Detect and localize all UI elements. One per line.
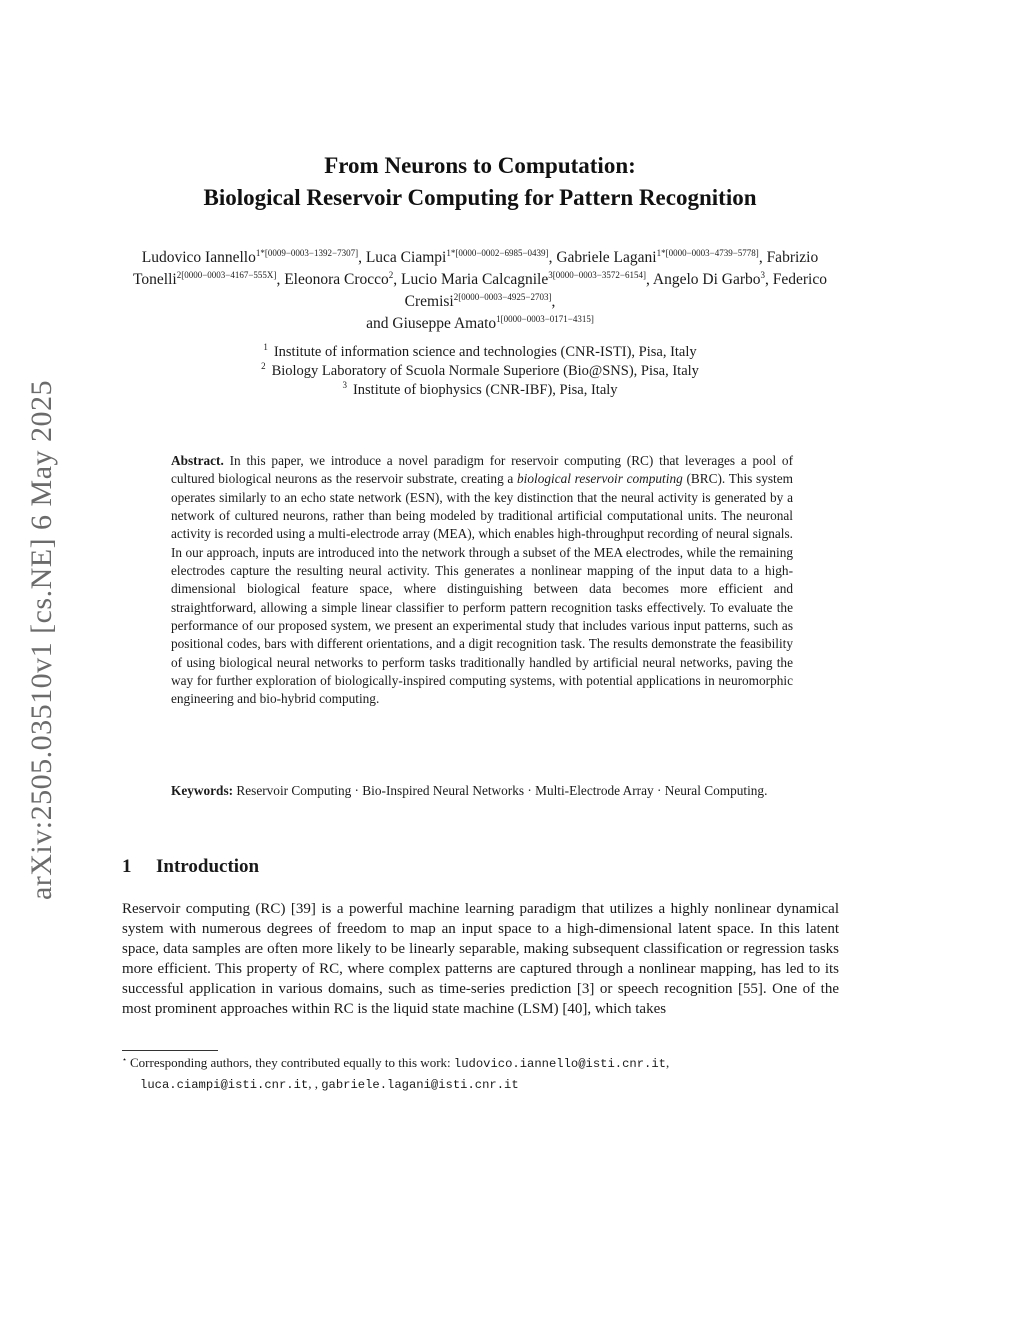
keywords bbox=[171, 782, 793, 800]
footnote-mark: ⋆ bbox=[122, 1055, 128, 1064]
author-affiliation-orcid: 1*[0000−0003−4739−5778] bbox=[656, 248, 759, 258]
author-separator: , bbox=[758, 249, 767, 266]
footnote-corresponding-authors bbox=[122, 1053, 839, 1095]
footnote-separator: , , bbox=[308, 1076, 322, 1091]
author-name: Fabrizio Tonelli bbox=[133, 249, 819, 288]
arxiv-identifier-stamp[interactable]: arXiv:2505.03510v1 [cs.NE] 6 May 2025 bbox=[25, 379, 58, 901]
affiliation-number: 2 bbox=[261, 361, 266, 371]
email-link-iannello[interactable]: ludovico.iannello@isti.cnr.it bbox=[453, 1057, 666, 1071]
section-number: 1 bbox=[122, 856, 132, 877]
affiliation-number: 1 bbox=[263, 342, 268, 352]
title-line-1: From Neurons to Computation: bbox=[324, 153, 636, 178]
affiliation-list bbox=[120, 343, 840, 400]
author-name: Ludovico Iannello bbox=[141, 249, 256, 266]
author-separator: , bbox=[276, 271, 285, 288]
author-name: Eleonora Crocco bbox=[284, 271, 389, 288]
footnote-indent bbox=[122, 1076, 140, 1091]
abstract-text-part-2: (BRC). This system operates similarly to an echo state network (ESN), with the key distinction that the neural activity is generated by a network of cultured neurons, rather than being modeled by traditional artificial computational units. The neuronal activity is recorded using a multi-electrode array (MEA), which enables high-throughput recording of neural signals. In our approach, inputs are introduced into the network through a subset of the MEA electrodes, while the remaining electrodes capture the resulting neural activity. This generates a nonlinear mapping of the input data to a high-dimensional biological feature space, where distinguishing between data becomes more efficient and straightforward, allowing a simple linear classifier to perform pattern recognition tasks effectively. To evaluate the performance of our proposed system, we present an experimental study that includes various input patterns, such as positional codes, bars with different orientations, and a digit recognition task. The results demonstrate the feasibility of using biological neural networks to perform tasks traditionally handled by artificial neural networks, paving the way for further exploration of biologically-inspired computing systems, with potential applications in neuromorphic engineering and bio-hybrid computing. bbox=[171, 471, 793, 707]
footnote-text: Corresponding authors, they contributed equally to this work: bbox=[130, 1055, 454, 1070]
affiliation-item bbox=[120, 381, 840, 400]
footnote-divider bbox=[122, 1050, 218, 1051]
abstract-label: Abstract. bbox=[171, 453, 224, 468]
affiliation-item bbox=[120, 362, 840, 381]
author-name: Gabriele Lagani bbox=[556, 249, 657, 266]
section-title: Introduction bbox=[156, 856, 260, 877]
abstract-text-part-1: In this paper, we introduce a novel paradigm for reservoir computing (RC) that leverages a pool of cultured biological neurons as the reservoir substrate, creating a bbox=[171, 453, 793, 487]
affiliation-item bbox=[120, 343, 840, 362]
author-separator: , bbox=[645, 271, 653, 288]
email-link-lagani[interactable]: gabriele.lagani@isti.cnr.it bbox=[321, 1078, 519, 1092]
author-list bbox=[120, 247, 840, 335]
title-line-2: Biological Reservoir Computing for Pattern Recognition bbox=[203, 185, 757, 210]
author-name: Angelo Di Garbo bbox=[652, 271, 761, 288]
paper-title bbox=[130, 150, 830, 214]
author-name: and Giuseppe Amato bbox=[366, 315, 497, 332]
author-affiliation-orcid: 3[0000−0003−3572−6154] bbox=[548, 270, 646, 280]
email-link-ciampi[interactable]: luca.ciampi@isti.cnr.it bbox=[140, 1078, 309, 1092]
author-name: Federico Cremisi bbox=[404, 271, 827, 310]
section-heading-introduction bbox=[122, 855, 259, 879]
affiliation-number: 3 bbox=[342, 380, 347, 390]
author-affiliation-orcid: 2 bbox=[388, 270, 394, 280]
author-separator: , bbox=[393, 271, 402, 288]
abstract bbox=[171, 452, 793, 709]
author-affiliation-orcid: 1[0000−0003−0171−4315] bbox=[496, 314, 594, 324]
affiliation-text: Biology Laboratory of Scuola Normale Superiore (Bio@SNS), Pisa, Italy bbox=[271, 363, 699, 379]
author-separator: , bbox=[548, 249, 557, 266]
author-name: Luca Ciampi bbox=[365, 249, 447, 266]
author-affiliation-orcid: 1*[0009−0003−1392−7307] bbox=[255, 248, 359, 258]
introduction-paragraph: Reservoir computing (RC) [39] is a powerful machine learning paradigm that utilizes a highly nonlinear dynamical system with numerous degrees of freedom to map an input space to a high-dimensional latent space. In this latent space, data samples are often more likely to be linearly separable, making subsequent classification or regression tasks more efficient. This property of RC, where complex patterns are captured through a nonlinear mapping, has led to its successful application in various domains, such as time-series prediction [3] or speech recognition [55]. One of the most prominent approaches within RC is the liquid state machine (LSM) [40], which takes bbox=[122, 901, 839, 1018]
author-affiliation-orcid: 2[0000−0003−4167−555X] bbox=[176, 270, 277, 280]
affiliation-text: Institute of biophysics (CNR-IBF), Pisa, Italy bbox=[352, 382, 618, 398]
author-affiliation-orcid: 3 bbox=[760, 270, 765, 280]
affiliation-text: Institute of information science and technologies (CNR-ISTI), Pisa, Italy bbox=[273, 344, 697, 360]
author-affiliation-orcid: 1*[0000−0002−6985−0439] bbox=[446, 248, 549, 258]
author-separator: , bbox=[358, 249, 366, 266]
abstract-emphasis: biological reservoir computing bbox=[517, 471, 683, 487]
keywords-text: Reservoir Computing · Bio-Inspired Neural Networks · Multi-Electrode Array · Neural Computing. bbox=[236, 783, 768, 798]
author-separator: , bbox=[551, 293, 556, 310]
author-affiliation-orcid: 2[0000−0003−4925−2703] bbox=[453, 292, 552, 302]
footnote-separator: , bbox=[666, 1055, 670, 1070]
author-name: Lucio Maria Calcagnile bbox=[401, 271, 549, 288]
keywords-label: Keywords: bbox=[171, 783, 234, 798]
author-separator: , bbox=[765, 271, 773, 288]
